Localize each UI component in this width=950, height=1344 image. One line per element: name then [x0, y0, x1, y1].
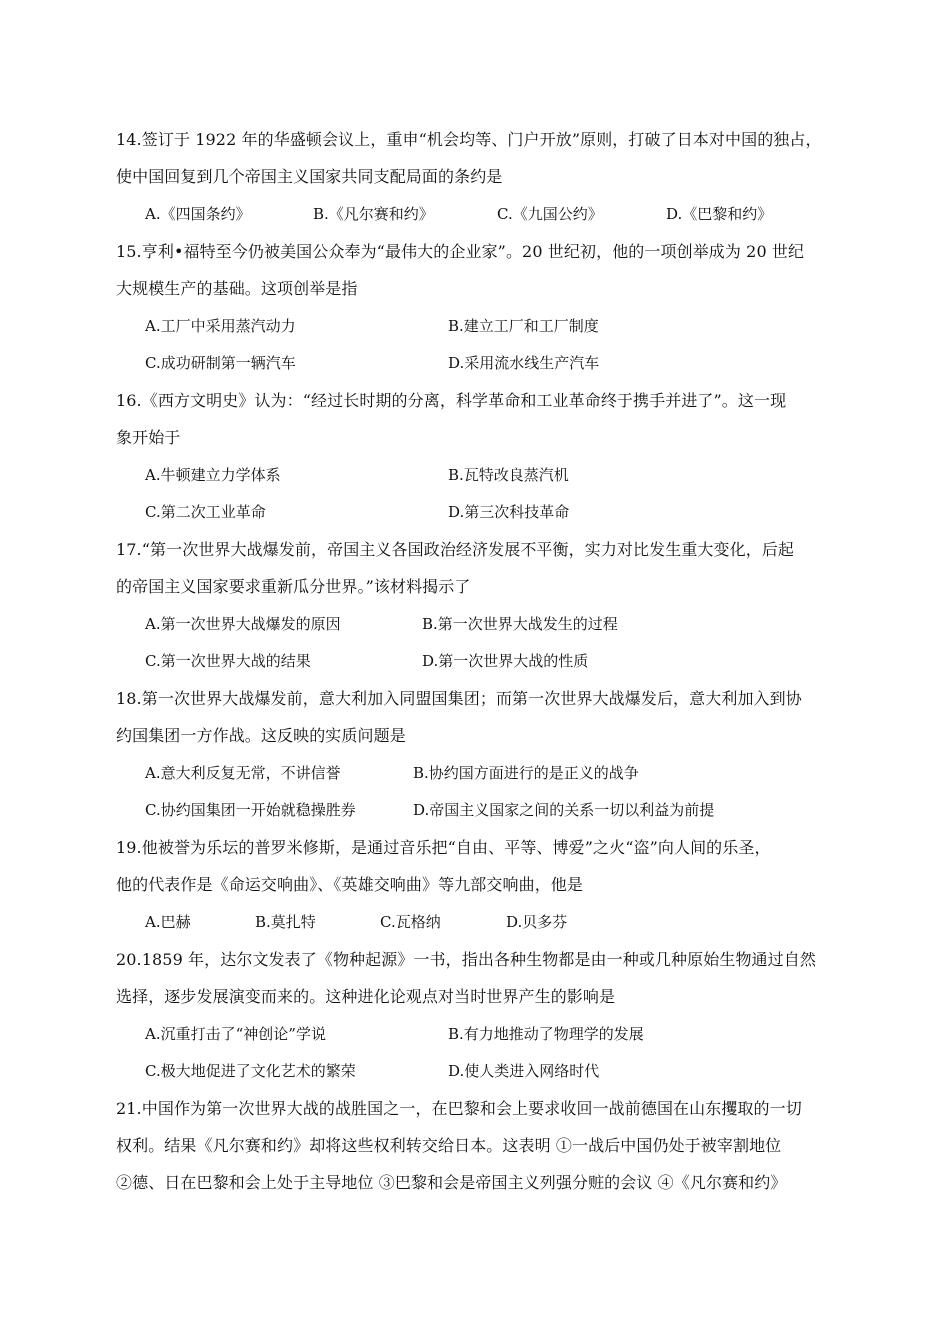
option-a: A.工厂中采用蒸汽动力	[145, 317, 296, 335]
question-16-stem	[116, 391, 846, 448]
question-text-line: 象开始于	[116, 428, 181, 447]
question-text-line: 19.他被誉为乐坛的普罗米修斯，是通过音乐把“自由、平等、博爱”之火“盗”向人间的乐圣，	[116, 838, 771, 857]
option-c: C.《九国公约》	[497, 205, 603, 223]
option-a: A.意大利反复无常，不讲信誉	[145, 764, 341, 782]
question-18-stem	[116, 689, 846, 746]
option-b: B.莫扎特	[255, 913, 316, 931]
question-15-stem	[116, 242, 846, 299]
question-text-line: 大规模生产的基础。这项创举是指	[116, 279, 358, 298]
question-14-stem	[116, 130, 846, 187]
question-text-line: 18.第一次世界大战爆发前，意大利加入同盟国集团；而第一次世界大战爆发后，意大利加入到协	[116, 689, 802, 708]
option-b: B.瓦特改良蒸汽机	[448, 466, 569, 484]
option-d: D.第三次科技革命	[448, 503, 570, 521]
question-text-line: 15.亨利•福特至今仍被美国公众奉为“最伟大的企业家”。20 世纪初，他的一项创举成为 20 世纪	[116, 242, 805, 261]
option-b: B.第一次世界大战发生的过程	[422, 615, 618, 633]
option-d: D.采用流水线生产汽车	[448, 354, 600, 372]
question-21-stem	[116, 1099, 846, 1193]
question-text-line: 20.1859 年，达尔文发表了《物种起源》一书，指出各种生物都是由一种或几种原始生物通过自然	[116, 950, 816, 969]
question-text-line: 选择，逐步发展演变而来的。这种进化论观点对当时世界产生的影响是	[116, 987, 616, 1006]
question-text-line: ②德、日在巴黎和会上处于主导地位 ③巴黎和会是帝国主义列强分赃的会议 ④《凡尔赛和约》	[116, 1173, 787, 1192]
option-d: D.使人类进入网络时代	[448, 1062, 600, 1080]
option-d: D.帝国主义国家之间的关系一切以利益为前提	[413, 801, 715, 819]
question-text-line: 约国集团一方作战。这反映的实质问题是	[116, 726, 406, 745]
option-b: B.有力地推动了物理学的发展	[448, 1025, 644, 1043]
question-text-line: 16.《西方文明史》认为：“经过长时期的分离，科学革命和工业革命终于携手并进了”。这一现	[116, 391, 787, 410]
question-17-stem	[116, 540, 846, 597]
question-19-stem	[116, 838, 846, 895]
option-c: C.协约国集团一开始就稳操胜券	[145, 801, 356, 819]
option-c: C.极大地促进了文化艺术的繁荣	[145, 1062, 356, 1080]
option-c: C.第二次工业革命	[145, 503, 266, 521]
option-a: A.巴赫	[145, 913, 191, 931]
option-b: B.建立工厂和工厂制度	[448, 317, 599, 335]
option-b: B.《凡尔赛和约》	[313, 205, 434, 223]
question-text-line: 的帝国主义国家要求重新瓜分世界。”该材料揭示了	[116, 577, 471, 596]
question-text-line: 他的代表作是《命运交响曲》、《英雄交响曲》等九部交响曲，他是	[116, 875, 584, 894]
option-d: D.《巴黎和约》	[666, 205, 773, 223]
option-c: C.瓦格纳	[380, 913, 441, 931]
question-text-line: 权利。结果《凡尔赛和约》却将这些权利转交给日本。这表明 ①一战后中国仍处于被宰割地位	[116, 1136, 782, 1155]
option-c: C.第一次世界大战的结果	[145, 652, 311, 670]
option-a: A.沉重打击了“神创论”学说	[145, 1025, 326, 1043]
option-d: D.贝多芬	[506, 913, 568, 931]
question-20-stem	[116, 950, 846, 1007]
question-text-line: 17.“第一次世界大战爆发前，帝国主义各国政治经济发展不平衡，实力对比发生重大变化，后起	[116, 540, 795, 559]
option-a: A.牛顿建立力学体系	[145, 466, 281, 484]
option-d: D.第一次世界大战的性质	[422, 652, 589, 670]
question-text-line: 21.中国作为第一次世界大战的战胜国之一，在巴黎和会上要求收回一战前德国在山东攫取的一切	[116, 1099, 802, 1118]
question-text-line: 14.签订于 1922 年的华盛顿会议上，重申“机会均等、门户开放”原则，打破了日本对中国的独占，	[116, 130, 822, 149]
option-b: B.协约国方面进行的是正义的战争	[413, 764, 639, 782]
option-a: A.《四国条约》	[145, 205, 251, 223]
option-a: A.第一次世界大战爆发的原因	[145, 615, 341, 633]
option-c: C.成功研制第一辆汽车	[145, 354, 296, 372]
question-text-line: 使中国回复到几个帝国主义国家共同支配局面的条约是	[116, 167, 503, 186]
